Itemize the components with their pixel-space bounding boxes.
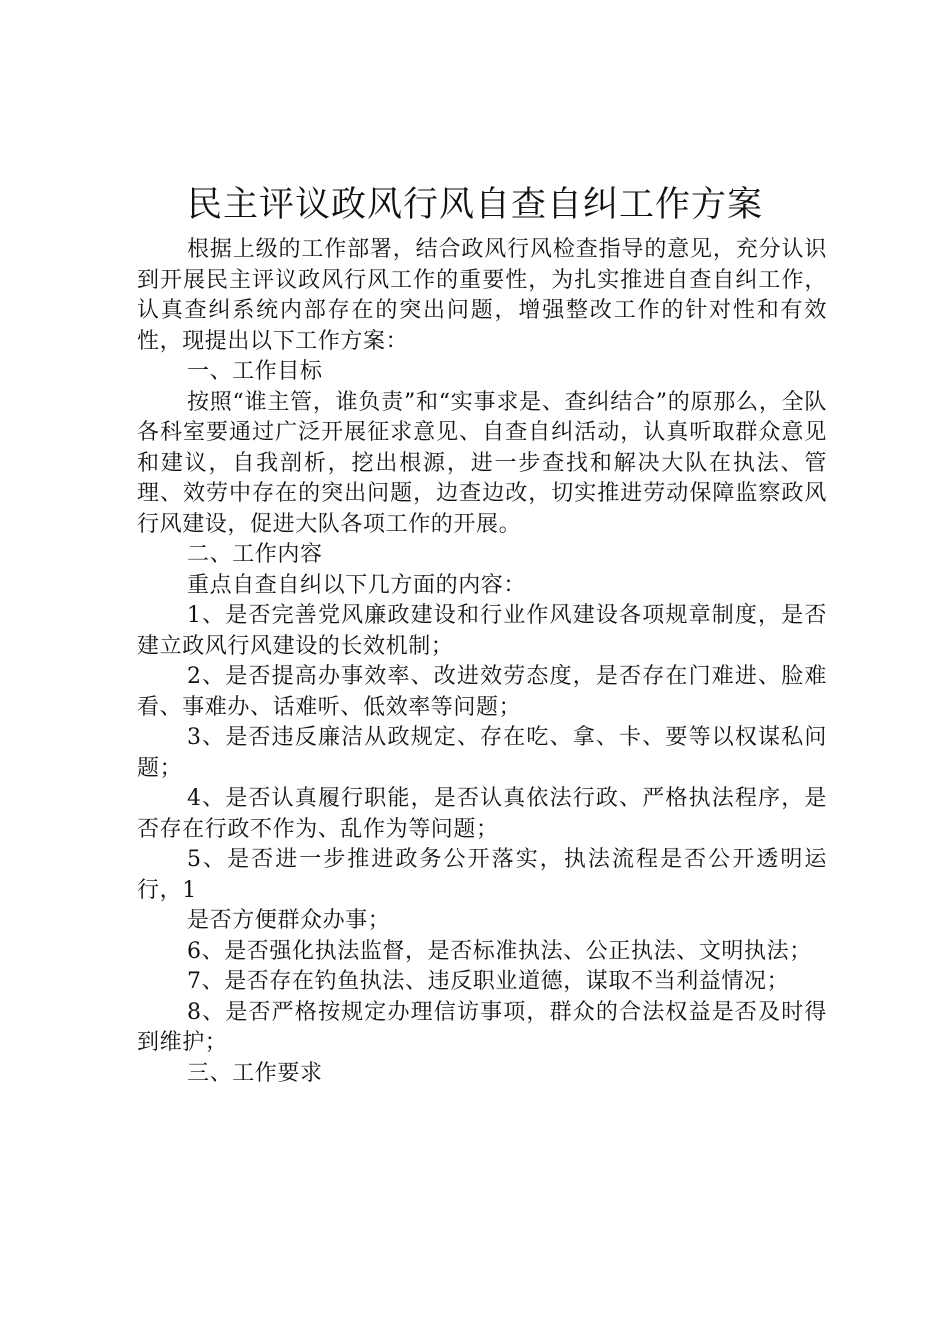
section-heading-requirements: 三、工作要求 bbox=[187, 1060, 323, 1086]
content-item-6: 6、是否强化执法监督，是否标准执法、公正执法、文明执法； bbox=[187, 938, 812, 964]
content-item-5-continued: 是否方便群众办事； bbox=[187, 908, 391, 933]
content-item-7: 7、是否存在钓鱼执法、违反职业道德，谋取不当利益情况； bbox=[187, 969, 790, 994]
content-item-3: 3、是否违反廉洁从政规定、存在吃、拿、卡、要等以权谋私问题； bbox=[137, 725, 827, 781]
section-heading-content: 二、工作内容 bbox=[187, 542, 323, 567]
content-item-5: 5、是否进一步推进政务公开落实，执法流程是否公开透明运行，1 bbox=[137, 847, 827, 903]
goals-paragraph: 按照“谁主管，谁负责”和“实事求是、查纠结合”的原那么，全队各科室要通过广泛开展征求意见、自查自纠活动，认真听取群众意见和建议，自我剖析，挖出根源，进一步查找和解决大队在执法、管理、效劳中存在的突出问题，边查边改，切实推进劳动保障监察政风行风建设，促进大队各项工作的开展。 bbox=[137, 389, 827, 537]
content-item-2: 2、是否提高办事效率、改进效劳态度，是否存在门难进、脸难看、事难办、话难听、低效率等问题； bbox=[137, 664, 827, 720]
content-item-1: 1、是否完善党风廉政建设和行业作风建设各项规章制度，是否建立政风行风建设的长效机制； bbox=[137, 603, 827, 659]
section-heading-goals: 一、工作目标 bbox=[187, 359, 323, 384]
document-title: 民主评议政风行风自查自纠工作方案 bbox=[186, 185, 763, 225]
intro-paragraph: 根据上级的工作部署，结合政风行风检查指导的意见，充分认识到开展民主评议政风行风工作的重要性，为扎实推进自查自纠工作，认真查纠系统内部存在的突出问题，增强整改工作的针对性和有效性，现提出以下工作方案： bbox=[137, 237, 827, 354]
document-body bbox=[137, 235, 827, 1089]
content-item-8: 8、是否严格按规定办理信访事项，群众的合法权益是否及时得到维护； bbox=[137, 999, 827, 1055]
content-item-4: 4、是否认真履行职能，是否认真依法行政、严格执法程序，是否存在行政不作为、乱作为等问题； bbox=[137, 786, 827, 842]
content-intro-paragraph: 重点自查自纠以下几方面的内容： bbox=[187, 572, 527, 598]
